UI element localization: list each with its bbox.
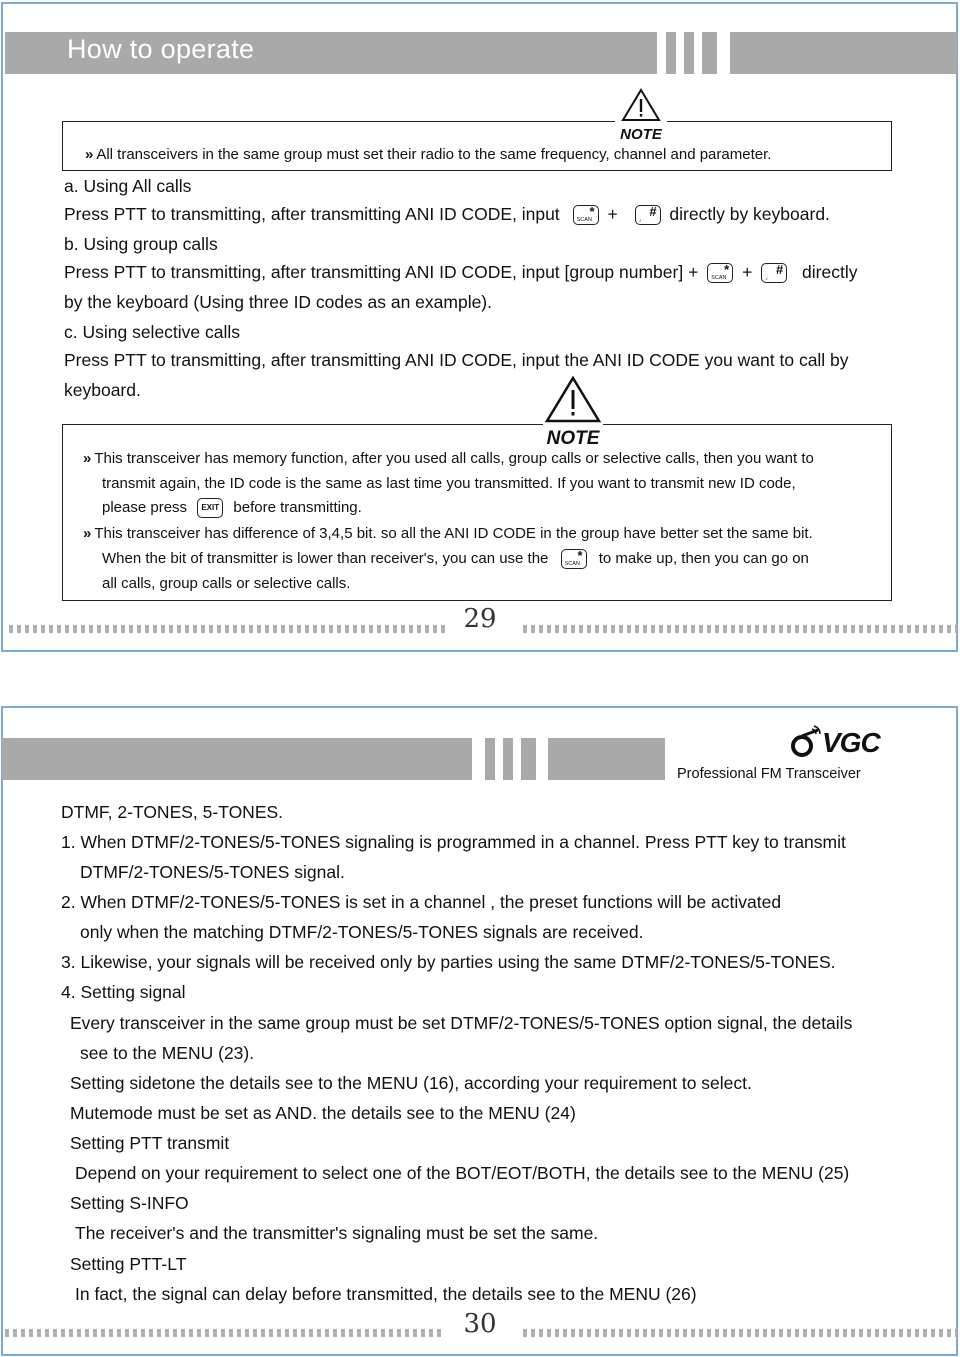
chevron-icon: » bbox=[85, 146, 94, 163]
manual-page-30 bbox=[1, 706, 958, 1356]
text: Press PTT to transmitting, after transmitting ANI ID CODE, input [group number] + bbox=[64, 262, 699, 282]
header-bar bbox=[5, 32, 657, 74]
note-text-content: All transceivers in the same group must set their radio to the same frequency, channel and parameter. bbox=[96, 146, 772, 163]
header-stripe bbox=[503, 738, 513, 780]
body-line: Setting PTT-LT bbox=[70, 1254, 187, 1274]
warning-note-badge bbox=[543, 376, 603, 449]
selective-calls-instruction-cont: keyboard. bbox=[64, 380, 141, 400]
body-line: Mutemode must be set as AND. the details see to the MENU (24) bbox=[70, 1103, 576, 1123]
plus-sign: + bbox=[607, 204, 618, 224]
body-line: Setting S-INFO bbox=[70, 1193, 189, 1213]
page-title: How to operate bbox=[67, 34, 255, 64]
body-line: Setting PTT transmit bbox=[70, 1133, 230, 1153]
note-text bbox=[85, 146, 771, 163]
page-number: 30 bbox=[463, 1309, 497, 1339]
note-label: NOTE bbox=[620, 126, 662, 143]
body-line: DTMF, 2-TONES, 5-TONES. bbox=[61, 802, 284, 822]
text: Press PTT to transmitting, after transmitting ANI ID CODE, input bbox=[64, 204, 560, 224]
heading-group-calls: b. Using group calls bbox=[64, 234, 218, 254]
note-label: NOTE bbox=[546, 428, 600, 449]
header-stripe bbox=[702, 32, 717, 74]
footer-dotted-rule bbox=[523, 1329, 957, 1337]
note-text-content: This transceiver has memory function, after you used all calls, group calls or selective calls, then you want to bbox=[94, 450, 814, 467]
chevron-icon: » bbox=[83, 525, 92, 542]
header-stripe bbox=[684, 32, 694, 74]
page-number: 29 bbox=[463, 604, 497, 634]
all-calls-instruction bbox=[64, 204, 830, 225]
note-box-group-frequency bbox=[62, 121, 892, 171]
header-stripe bbox=[485, 738, 495, 780]
footer-dotted-rule bbox=[9, 625, 445, 633]
body-line: 4. Setting signal bbox=[61, 982, 186, 1002]
note-text: transmit again, the ID code is the same as last time you transmitted. If you want to transmit new ID code, bbox=[102, 475, 796, 492]
note-box-memory-function bbox=[62, 424, 892, 601]
warning-note-badge bbox=[615, 88, 667, 143]
body-line: In fact, the signal can delay before transmitted, the details see to the MENU (26) bbox=[75, 1284, 697, 1304]
text: to make up, then you can go on bbox=[598, 549, 809, 567]
hash-key-icon: # ⌟ bbox=[761, 263, 787, 283]
body-line: 2. When DTMF/2-TONES/5-TONES is set in a channel , the preset functions will be activated bbox=[61, 892, 782, 912]
header-stripe bbox=[521, 738, 536, 780]
heading-all-calls: a. Using All calls bbox=[64, 176, 192, 196]
body-line: The receiver's and the transmitter's signaling must be set the same. bbox=[75, 1223, 599, 1243]
exit-key-icon: EXIT bbox=[197, 498, 223, 518]
note-text: all calls, group calls or selective calls. bbox=[102, 575, 351, 592]
group-calls-instruction bbox=[64, 262, 857, 283]
header-bar-right bbox=[548, 738, 665, 780]
group-calls-instruction-cont: by the keyboard (Using three ID codes as an example). bbox=[64, 292, 492, 312]
text: please press bbox=[102, 498, 188, 516]
note-text bbox=[83, 525, 813, 542]
body-line: see to the MENU (23). bbox=[80, 1043, 255, 1063]
note-text-content: This transceiver has difference of 3,4,5 bit. so all the ANI ID CODE in the group have better set the same bit. bbox=[94, 525, 813, 542]
body-line: Every transceiver in the same group must be set DTMF/2-TONES/5-TONES option signal, the details bbox=[70, 1013, 853, 1033]
note-text bbox=[102, 498, 362, 518]
body-line: DTMF/2-TONES/5-TONES signal. bbox=[80, 862, 345, 882]
heading-selective-calls: c. Using selective calls bbox=[64, 322, 241, 342]
footer-dotted-rule bbox=[5, 1329, 441, 1337]
hash-key-icon: # ⌟ bbox=[635, 205, 661, 225]
warning-triangle-icon bbox=[621, 88, 661, 122]
text: When the bit of transmitter is lower than receiver's, you can use the bbox=[102, 549, 549, 567]
header-bar-right bbox=[730, 32, 957, 74]
star-scan-key-icon: * SCAN bbox=[707, 263, 733, 283]
header-bar bbox=[2, 738, 472, 780]
body-line: only when the matching DTMF/2-TONES/5-TONES signals are received. bbox=[80, 922, 644, 942]
body-line: Depend on your requirement to select one of the BOT/EOT/BOTH, the details see to the MENU (25) bbox=[75, 1163, 850, 1183]
star-scan-key-icon: * SCAN bbox=[573, 205, 599, 225]
body-line: 1. When DTMF/2-TONES/5-TONES signaling is programmed in a channel. Press PTT key to transmit bbox=[61, 832, 846, 852]
plus-sign: + bbox=[742, 262, 753, 282]
text: directly by keyboard. bbox=[669, 204, 830, 224]
text: directly bbox=[802, 262, 858, 282]
brand-name: VGC bbox=[822, 727, 880, 758]
note-text bbox=[83, 450, 814, 467]
note-text bbox=[102, 549, 809, 569]
manual-page-29 bbox=[1, 2, 958, 652]
text: before transmitting. bbox=[233, 498, 362, 516]
brand-tagline: Professional FM Transceiver bbox=[677, 766, 861, 782]
footer-dotted-rule bbox=[523, 625, 957, 633]
selective-calls-instruction: Press PTT to transmitting, after transmitting ANI ID CODE, input the ANI ID CODE you want to call by bbox=[64, 350, 849, 370]
brand-logo bbox=[788, 720, 898, 760]
body-line: Setting sidetone the details see to the MENU (16), according your requirement to select. bbox=[70, 1073, 752, 1093]
star-scan-key-icon: * SCAN bbox=[561, 549, 587, 569]
chevron-icon: » bbox=[83, 450, 92, 467]
body-line: 3. Likewise, your signals will be received only by parties using the same DTMF/2-TONES/5-TONES. bbox=[61, 952, 836, 972]
header-stripe bbox=[666, 32, 676, 74]
warning-triangle-icon bbox=[545, 376, 601, 424]
